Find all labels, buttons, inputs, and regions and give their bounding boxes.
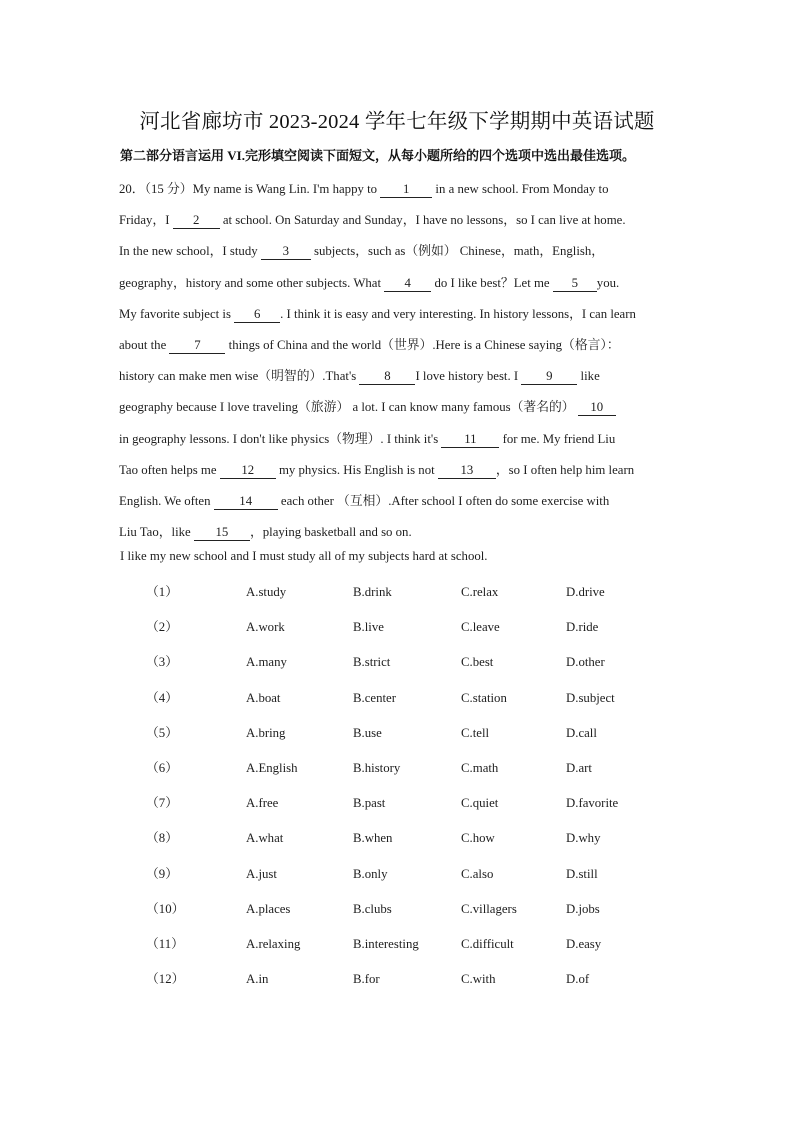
option-c: C.with xyxy=(461,972,496,987)
option-a: A.work xyxy=(246,620,285,635)
option-a: A.study xyxy=(246,585,287,599)
blank-7: 7 xyxy=(169,338,225,354)
blank-12: 12 xyxy=(220,463,276,479)
passage-text: for me. My friend Liu xyxy=(499,431,616,446)
option-row xyxy=(146,824,706,859)
option-c: C.how xyxy=(461,831,495,846)
option-c: C.leave xyxy=(461,620,500,635)
option-row xyxy=(146,613,706,648)
blank-13: 13 xyxy=(438,463,496,479)
option-d: D.subject xyxy=(566,690,615,705)
passage-text: I love history best. I xyxy=(415,369,522,384)
blank-2: 2 xyxy=(173,213,220,229)
option-d: D.drive xyxy=(566,585,605,599)
option-a: A.bring xyxy=(246,725,286,740)
blank-9: 9 xyxy=(521,369,577,385)
option-b: B.past xyxy=(353,796,386,811)
option-b: B.when xyxy=(353,831,393,846)
passage-line xyxy=(119,268,681,299)
passage-line xyxy=(119,236,681,267)
option-d: D.call xyxy=(566,725,597,740)
passage-text: in a new school. From Monday to xyxy=(432,182,609,196)
page-title: 河北省廊坊市 2023-2024 学年七年级下学期期中英语试题 xyxy=(139,111,655,133)
question-number: （3） xyxy=(146,655,178,670)
option-row xyxy=(146,684,706,719)
question-number: （2） xyxy=(146,620,178,635)
question-number: （10） xyxy=(146,901,185,916)
blank-14: 14 xyxy=(214,494,278,510)
question-number: （1） xyxy=(146,585,178,599)
passage-text: Tao often helps me xyxy=(119,462,220,477)
option-c: C.difficult xyxy=(461,936,514,951)
passage-line xyxy=(119,174,681,205)
option-a: A.free xyxy=(246,796,279,811)
option-d: D.easy xyxy=(566,936,602,951)
option-row xyxy=(146,789,706,824)
option-a: A.English xyxy=(246,760,298,775)
passage-text: ，playing basketball and so on. xyxy=(249,525,412,540)
option-a: A.many xyxy=(246,655,287,670)
passage-line xyxy=(119,330,681,361)
question-number: （4） xyxy=(146,690,178,705)
option-b: B.only xyxy=(353,866,388,881)
option-d: D.art xyxy=(566,760,592,775)
passage-line xyxy=(119,299,681,330)
passage-text: do I like best？Let me xyxy=(431,275,553,290)
option-d: D.other xyxy=(566,655,605,670)
option-d: D.of xyxy=(566,972,590,987)
option-a: A.relaxing xyxy=(246,936,301,951)
passage-text: subjects，such as（例如） Chinese，math，English， xyxy=(310,244,605,259)
passage-line xyxy=(119,361,681,392)
option-b: B.strict xyxy=(353,655,391,670)
option-c: C.station xyxy=(461,690,507,705)
question-number: （9） xyxy=(146,866,178,881)
passage-text: you. xyxy=(596,275,620,290)
passage-text: Liu Tao，like xyxy=(119,525,194,540)
passage-text: ，so I often help him learn xyxy=(495,462,635,477)
option-a: A.places xyxy=(246,901,291,916)
option-b: B.history xyxy=(353,760,401,775)
passage-text: my physics. His English is not xyxy=(275,462,438,477)
passage-line xyxy=(119,205,681,236)
answer-options xyxy=(146,578,706,1000)
option-a: A.in xyxy=(246,972,269,987)
question-number: （8） xyxy=(146,831,178,846)
cloze-passage xyxy=(119,174,681,548)
passage-text: geography because I love traveling（旅游） a lot. I can know many famous（著名的） xyxy=(119,400,578,415)
option-row xyxy=(146,578,706,613)
option-a: A.boat xyxy=(246,690,281,705)
option-b: B.use xyxy=(353,725,382,740)
option-a: A.what xyxy=(246,831,284,846)
passage-text: . I think it is easy and very interesting. In history lessons，I can learn xyxy=(280,306,636,321)
passage-text: 20．（15 分）My name is Wang Lin. I'm happy to xyxy=(119,182,381,196)
blank-15: 15 xyxy=(194,525,250,541)
blank-8: 8 xyxy=(359,369,415,385)
option-d: D.favorite xyxy=(566,796,619,811)
blank-4: 4 xyxy=(384,276,431,292)
passage-line xyxy=(119,486,681,517)
passage-text: history can make men wise（明智的）.That's xyxy=(119,369,360,384)
option-b: B.live xyxy=(353,620,384,635)
question-number: （12） xyxy=(146,972,185,987)
passage-text: Friday，I xyxy=(119,213,173,228)
passage-text: My favorite subject is xyxy=(119,306,235,321)
blank-10: 10 xyxy=(578,400,616,416)
passage-text: English. We often xyxy=(119,494,214,509)
option-a: A.just xyxy=(246,866,277,881)
passage-text: each other （互相）.After school I often do some exercise with xyxy=(277,494,610,509)
option-c: C.also xyxy=(461,866,494,881)
option-b: B.drink xyxy=(353,585,392,599)
blank-3: 3 xyxy=(261,244,311,260)
passage-line xyxy=(119,392,681,423)
passage-text: about the xyxy=(119,338,170,353)
closing-sentence: I like my new school and I must study all of my subjects hard at school. xyxy=(120,549,488,563)
option-row xyxy=(146,930,706,965)
option-row xyxy=(146,719,706,754)
option-row xyxy=(146,754,706,789)
blank-5: 5 xyxy=(553,276,597,292)
option-d: D.jobs xyxy=(566,901,600,916)
question-number: （7） xyxy=(146,796,178,811)
option-c: C.best xyxy=(461,655,494,670)
option-c: C.quiet xyxy=(461,796,499,811)
option-c: C.tell xyxy=(461,725,490,740)
option-c: C.relax xyxy=(461,585,499,599)
question-number: （5） xyxy=(146,725,178,740)
option-b: B.center xyxy=(353,690,396,705)
option-b: B.interesting xyxy=(353,936,419,951)
option-row xyxy=(146,895,706,930)
option-b: B.clubs xyxy=(353,901,392,916)
option-c: C.math xyxy=(461,760,499,775)
passage-text: in geography lessons. I don't like physics（物理）. I think it's xyxy=(119,431,442,446)
passage-text: things of China and the world（世界）.Here is a Chinese saying（格言）： xyxy=(225,338,620,353)
question-number: （11） xyxy=(146,936,184,951)
option-d: D.still xyxy=(566,866,598,881)
option-row xyxy=(146,860,706,895)
passage-line xyxy=(119,424,681,455)
passage-line xyxy=(119,455,681,486)
option-row xyxy=(146,965,706,1000)
passage-text: like xyxy=(577,369,600,384)
blank-6: 6 xyxy=(234,307,280,323)
blank-1: 1 xyxy=(380,182,432,198)
option-d: D.ride xyxy=(566,620,599,635)
option-b: B.for xyxy=(353,972,380,987)
blank-11: 11 xyxy=(441,432,499,448)
passage-text: In the new school，I study xyxy=(119,244,261,259)
passage-line xyxy=(119,517,681,548)
question-number: （6） xyxy=(146,760,178,775)
option-c: C.villagers xyxy=(461,901,517,916)
option-row xyxy=(146,648,706,683)
section-heading: 第二部分语言运用 VI.完形填空阅读下面短文，从每小题所给的四个选项中选出最佳选项。 xyxy=(120,148,635,163)
passage-text: at school. On Saturday and Sunday，I have no lessons，so I can live at home. xyxy=(219,213,626,228)
passage-text: geography，history and some other subjects. What xyxy=(119,275,385,290)
option-d: D.why xyxy=(566,831,601,846)
